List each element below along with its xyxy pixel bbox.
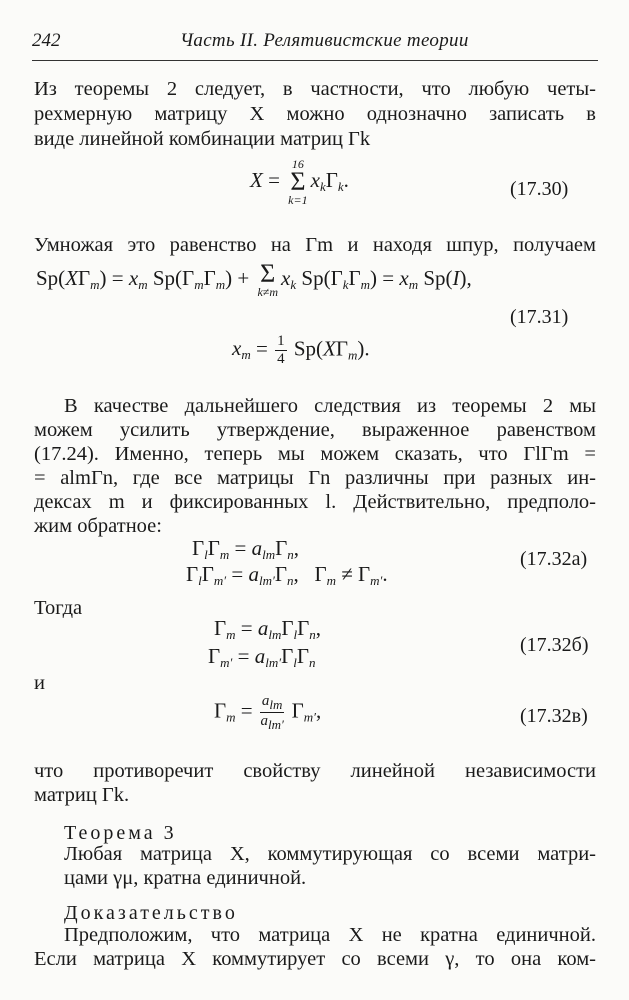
para1-line1: Из теоремы 2 следует, в частности, что любую четы- xyxy=(34,78,596,100)
para3-line2: можем усилить утверждение, выраженное равенством xyxy=(34,419,596,441)
eq-number-17-32v: (17.32в) xyxy=(520,705,588,727)
eq-number-17-31: (17.31) xyxy=(510,306,569,328)
eq-number-17-32a: (17.32a) xyxy=(520,548,588,570)
para1-line3: виде линейной комбинации матриц Γk xyxy=(34,128,371,150)
running-title: Часть II. Релятивистские теории xyxy=(180,30,469,51)
eq-number-17-30: (17.30) xyxy=(510,178,569,200)
equation-17-32a-line2: $\Gamma_l\Gamma_{m'} = a_{lm'}\Gamma_n$, $\Gamma_m \ne \Gamma_{m'}$. xyxy=(186,562,388,588)
equation-17-30: X = 16 Σ k=1 $x_k\Gamma_k$. xyxy=(250,157,349,207)
word-togda: Тогда xyxy=(34,597,83,619)
equation-17-32a-line1: $\Gamma_l\Gamma_m = a_{lm}\Gamma_n$, xyxy=(192,536,300,562)
theorem3-line2: цами γμ, кратна единичной. xyxy=(64,867,307,889)
para4-line1: что противоречит свойству линейной независимости xyxy=(34,760,596,782)
eq-number-17-32b: (17.32б) xyxy=(520,634,589,656)
para1-line2: рехмерную матрицу X можно однозначно записать в xyxy=(34,103,596,125)
para3-line4: = almΓn, где все матрицы Γn различны при разных ин- xyxy=(34,467,596,489)
word-and: и xyxy=(34,672,45,694)
equation-17-32b-line2: $\Gamma_{m'} = a_{lm'}\Gamma_l\Gamma_n$ xyxy=(208,644,316,670)
equation-17-31-line1: $Sp(X\Gamma_m) = x_m$ $Sp(\Gamma_m\Gamma_m)$ + Σ k≠m $x_k$ $Sp(\Gamma_k\Gamma_m) = x_m$ Sp(I), xyxy=(36,259,472,299)
para2-line1: Умножая это равенство на Γm и находя шпур, получаем xyxy=(34,234,596,256)
equation-17-31-line2: $x_m$ = $\frac{1}{4}$ $Sp(X\Gamma_m)$. xyxy=(232,333,370,367)
equation-17-32v: $\Gamma_m$ = $\frac{\text{alm}}{\text{alm′}}$ $\Gamma_{m'}$, xyxy=(214,693,322,732)
header-rule xyxy=(32,60,598,61)
para3-line3: (17.24). Именно, теперь мы можем сказать, что ΓlΓm = xyxy=(34,443,596,465)
theorem3-title: Теорема 3 xyxy=(64,822,177,844)
para3-line6: жим обратное: xyxy=(34,515,162,537)
equation-17-32b-line1: $\Gamma_m = a_{lm}\Gamma_l\Gamma_n$, xyxy=(214,616,322,642)
page-number: 242 xyxy=(32,30,61,51)
theorem3-line1: Любая матрица X, коммутирующая со всеми матри- xyxy=(64,843,596,865)
proof-line1: Предположим, что матрица X не кратна единичной. xyxy=(64,924,596,946)
para3-line1: В качестве дальнейшего следствия из теоремы 2 мы xyxy=(64,395,596,417)
proof-title: Доказательство xyxy=(64,902,238,924)
proof-line2: Если матрица X коммутирует со всеми γ, то она ком- xyxy=(34,948,596,970)
para3-line5: дексах m и фиксированных l. Действительно, предполо- xyxy=(34,491,596,513)
para4-line2: матриц Γk. xyxy=(34,784,130,806)
